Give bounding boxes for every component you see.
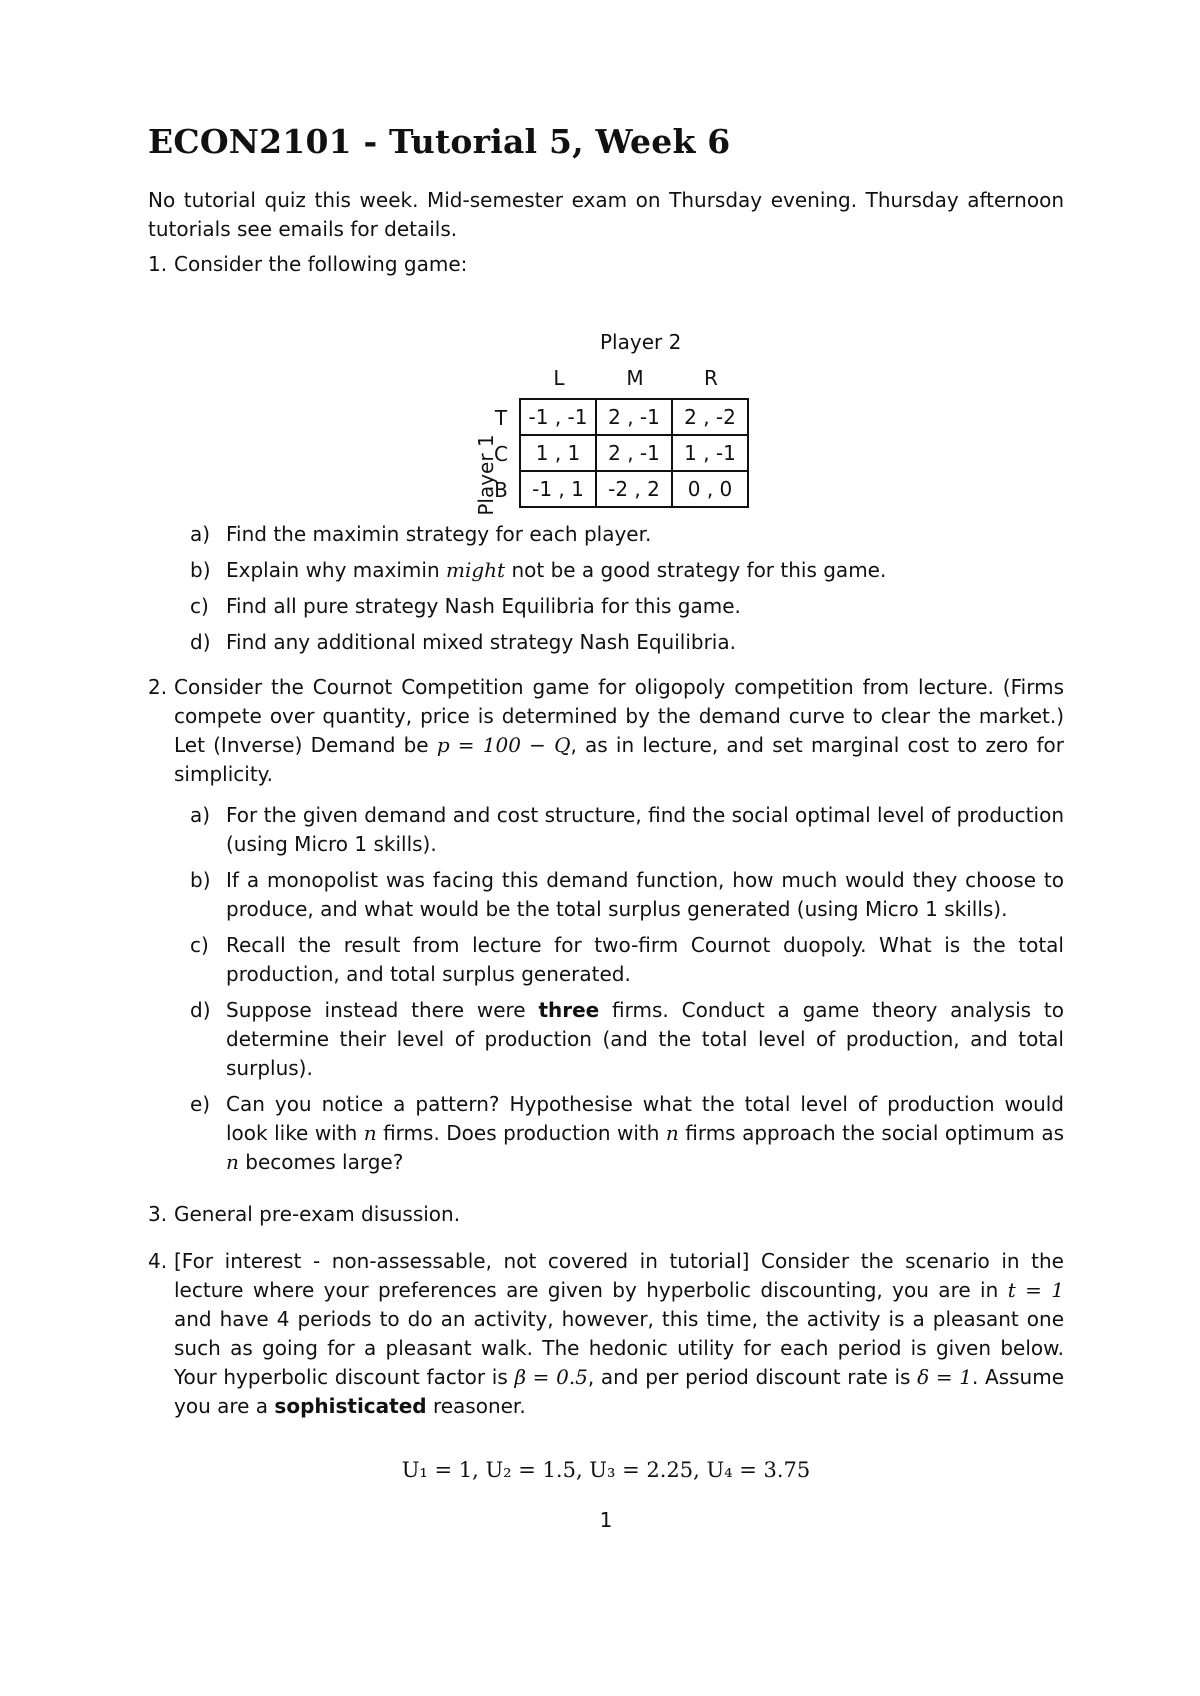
player-2-label: Player 2 bbox=[600, 330, 682, 354]
subquestion-text: If a monopolist was facing this demand function, how much would they choose to produce, and what would be the total surplus generated (using Micro 1 skills). bbox=[226, 868, 1064, 921]
subquestion-b bbox=[190, 556, 1064, 585]
subquestion-label: e) bbox=[190, 1092, 211, 1116]
question-4 bbox=[148, 1247, 1065, 1421]
emphasis-text: might bbox=[446, 558, 506, 582]
table-row bbox=[520, 399, 748, 435]
text-run: , and per period discount rate is bbox=[587, 1365, 918, 1389]
subquestion-text: Find any additional mixed strategy Nash Equilibria. bbox=[226, 630, 736, 654]
payoff-cell: 2 , -1 bbox=[596, 435, 672, 471]
payoff-cell: 2 , -2 bbox=[672, 399, 748, 435]
bold-text: three bbox=[538, 998, 600, 1022]
subquestion-label: b) bbox=[190, 558, 211, 582]
subquestion-text: Find the maximin strategy for each player. bbox=[226, 522, 652, 546]
row-header: T bbox=[494, 406, 508, 430]
page-title: ECON2101 - Tutorial 5, Week 6 bbox=[148, 122, 731, 161]
intro-paragraph: No tutorial quiz this week. Mid-semester exam on Thursday evening. Thursday afternoon tutorials see emails for details. bbox=[148, 188, 1064, 241]
question-text bbox=[174, 1247, 1064, 1421]
subquestion-d bbox=[190, 996, 1064, 1083]
question-text bbox=[174, 673, 1064, 789]
row-header: C bbox=[494, 442, 508, 466]
subquestion-text: Suppose instead there were bbox=[226, 998, 539, 1022]
math-variable: n bbox=[226, 1150, 239, 1174]
text-run: firms approach the social optimum as bbox=[678, 1121, 1065, 1145]
subquestion-label: d) bbox=[190, 630, 211, 654]
subquestion-label: c) bbox=[190, 594, 209, 618]
payoff-cell: 0 , 0 bbox=[672, 471, 748, 507]
subquestion-c bbox=[190, 592, 1064, 621]
subquestion-label: d) bbox=[190, 998, 211, 1022]
question-number: 1. bbox=[148, 252, 168, 276]
question-1 bbox=[148, 250, 1064, 279]
subquestion-text: not be a good strategy for this game. bbox=[505, 558, 887, 582]
math-expression: β = 0.5 bbox=[514, 1365, 588, 1389]
payoff-matrix bbox=[148, 330, 1064, 530]
question-number: 3. bbox=[148, 1202, 168, 1226]
subquestion-a bbox=[190, 801, 1064, 859]
math-expression: p = 100 − Q bbox=[436, 733, 571, 757]
text-run: . Assume you are a bbox=[174, 1365, 1065, 1418]
math-expression: t = 1 bbox=[1007, 1278, 1065, 1302]
question-number: 2. bbox=[148, 675, 168, 699]
text-run: becomes large? bbox=[238, 1150, 404, 1174]
text-run: [For interest - non-assessable, not covered in tutorial] Consider the scenario in the lecture where your preferences are given by hyperbolic discounting, you are in bbox=[174, 1249, 1064, 1302]
subquestion-e bbox=[190, 1090, 1065, 1177]
payoff-table bbox=[519, 398, 749, 508]
text-run: reasoner. bbox=[426, 1394, 526, 1418]
question-number: 4. bbox=[148, 1249, 168, 1273]
subquestion-b bbox=[190, 866, 1064, 924]
payoff-cell: -1 , 1 bbox=[520, 471, 596, 507]
column-header: R bbox=[704, 366, 718, 390]
subquestion-text: firms. Conduct a game theory analysis to determine their level of production (and the total level of production, and total surplus). bbox=[226, 998, 1064, 1080]
subquestion-label: b) bbox=[190, 868, 211, 892]
question-3 bbox=[148, 1200, 1064, 1229]
subquestion-d bbox=[190, 628, 1064, 657]
subquestion-c bbox=[190, 931, 1064, 989]
subquestion-label: c) bbox=[190, 933, 209, 957]
column-header: L bbox=[553, 366, 565, 390]
text-run: Can you notice a pattern? Hypothesise what the total level of production would look like with bbox=[226, 1092, 1064, 1145]
subquestion-text: Find all pure strategy Nash Equilibria for this game. bbox=[226, 594, 741, 618]
question-text: General pre-exam disussion. bbox=[174, 1202, 461, 1226]
subquestion-text: Explain why maximin bbox=[226, 558, 446, 582]
payoff-cell: 1 , 1 bbox=[520, 435, 596, 471]
math-variable: n bbox=[363, 1121, 377, 1145]
page-number: 1 bbox=[599, 1508, 613, 1532]
row-header: B bbox=[494, 478, 508, 502]
bold-text: sophisticated bbox=[274, 1394, 427, 1418]
subquestion-text: For the given demand and cost structure, find the social optimal level of production (using Micro 1 skills). bbox=[226, 803, 1064, 856]
player-1-label: Player 1 bbox=[474, 434, 498, 516]
table-row bbox=[520, 435, 748, 471]
payoff-cell: -2 , 2 bbox=[596, 471, 672, 507]
question-text: Consider the following game: bbox=[174, 252, 468, 276]
payoff-cell: -1 , -1 bbox=[520, 399, 596, 435]
payoff-cell: 1 , -1 bbox=[672, 435, 748, 471]
question-1-parts bbox=[174, 520, 1064, 657]
utility-equation: U₁ = 1, U₂ = 1.5, U₃ = 2.25, U₄ = 3.75 bbox=[401, 1458, 811, 1482]
math-variable: n bbox=[665, 1121, 679, 1145]
text-run: firms. Does production with bbox=[376, 1121, 666, 1145]
subquestion-a bbox=[190, 520, 1064, 549]
math-expression: δ = 1 bbox=[917, 1365, 972, 1389]
question-2 bbox=[148, 673, 1065, 1177]
table-row bbox=[520, 471, 748, 507]
column-header: M bbox=[626, 366, 644, 390]
subquestion-label: a) bbox=[190, 803, 211, 827]
subquestion-text: Recall the result from lecture for two-firm Cournot duopoly. What is the total production, and total surplus generated. bbox=[226, 933, 1064, 986]
text-run: Consider the Cournot Competition game for oligopoly competition from lecture. (Firms compete over quantity, price is determined by the demand curve to clear the market.) Let (Inverse) Demand be bbox=[174, 675, 1064, 757]
payoff-cell: 2 , -1 bbox=[596, 399, 672, 435]
text-run: and have 4 periods to do an activity, however, this time, the activity is a pleasant one such as going for a pleasant walk. The hedonic utility for each period is given below. Your hyperbolic discount factor is bbox=[174, 1307, 1064, 1389]
subquestion-label: a) bbox=[190, 522, 211, 546]
text-run: , as in lecture, and set marginal cost to zero for simplicity. bbox=[174, 733, 1064, 786]
